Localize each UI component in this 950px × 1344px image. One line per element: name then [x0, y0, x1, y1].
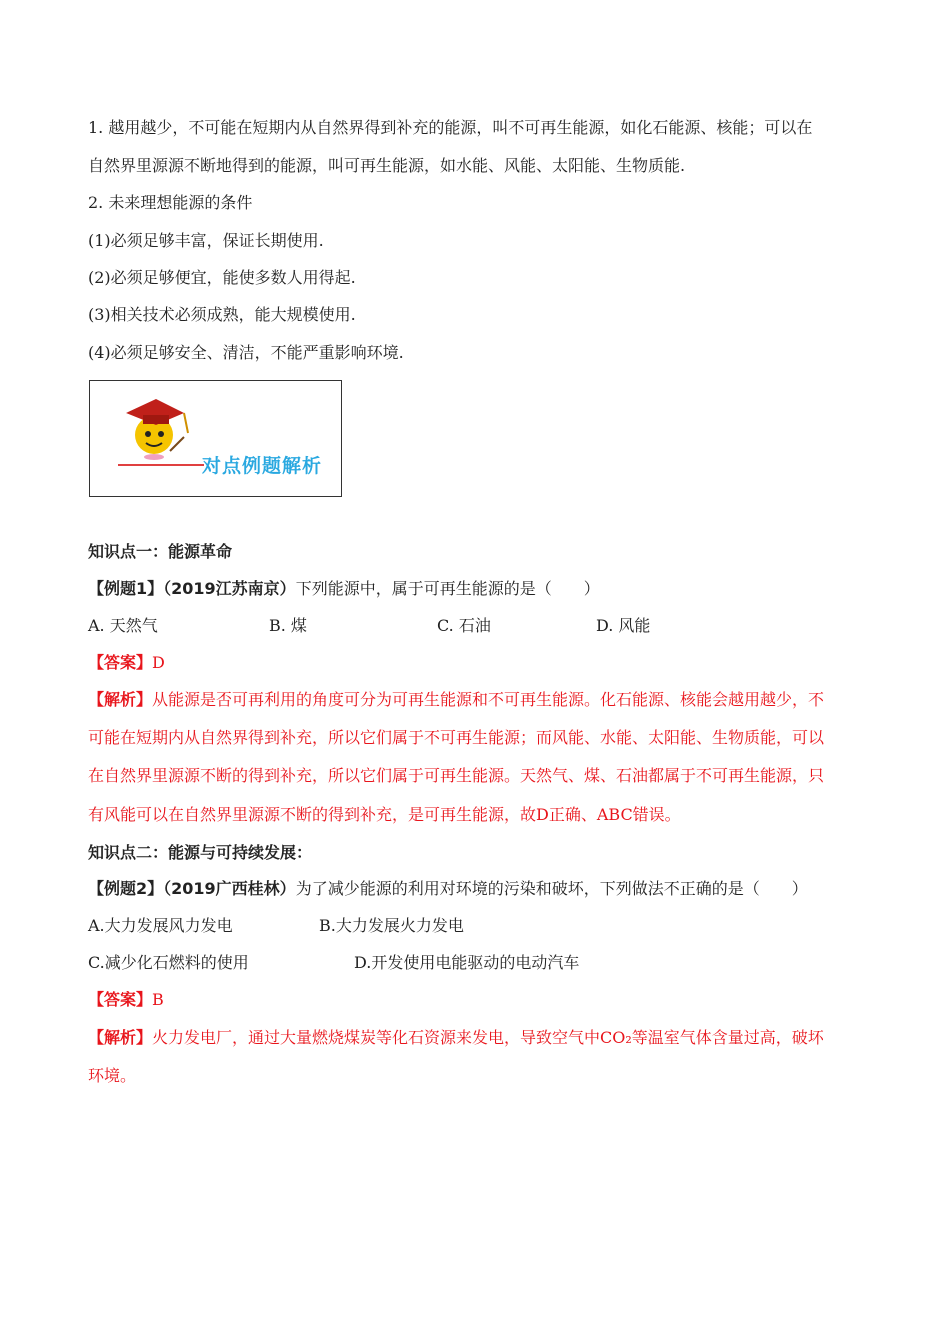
example-2-analysis-text-1: 火力发电厂，通过大量燃烧煤炭等化石资源来发电，导致空气中CO₂等温室气体含量过高，破坏 [152, 1028, 824, 1047]
example-2-analysis-line-1 [88, 1027, 824, 1049]
graduate-mascot-icon [112, 389, 202, 469]
condition-2: (2)必须足够便宜，能使多数人用得起. [88, 268, 356, 287]
example-1-answer [88, 652, 165, 674]
example-1-analysis-line-2: 可能在短期内从自然界得到补充，所以它们属于不可再生能源；而风能、水能、太阳能、生物质能，可以 [88, 728, 825, 747]
example-2-answer [88, 989, 164, 1011]
example-1-source: （2019江苏南京） [163, 579, 296, 598]
paragraph-1-line-2: 自然界里源源不断地得到的能源，叫可再生能源，如水能、风能、太阳能、生物质能. [88, 156, 686, 175]
example-1-analysis-line-1 [88, 689, 824, 711]
example-2-source: （2019广西桂林） [163, 879, 296, 898]
condition-1: (1)必须足够丰富，保证长期使用. [88, 231, 324, 250]
example-1-text: 下列能源中，属于可再生能源的是（ ） [295, 579, 600, 598]
example-1-option-c: C. 石油 [437, 616, 491, 635]
example-2-analysis-line-2: 环境。 [88, 1066, 137, 1085]
example-2-option-c: C.减少化石燃料的使用 [88, 953, 249, 972]
example-1-analysis-text-1: 从能源是否可再利用的角度可分为可再生能源和不可再生能源。化石能源、核能会越用越少，不 [152, 690, 825, 709]
example-1-analysis-line-4: 有风能可以在自然界里源源不断的得到补充，是可再生能源，故D正确、ABC错误。 [88, 805, 681, 824]
example-2-analysis-tag: 【解析】 [88, 1028, 153, 1047]
example-2-option-d: D.开发使用电能驱动的电动汽车 [354, 953, 580, 972]
example-1-option-d: D. 风能 [596, 616, 651, 635]
example-2-tag: 【例题2】 [88, 879, 164, 898]
example-2-text: 为了减少能源的利用对环境的污染和破坏，下列做法不正确的是（ ） [295, 879, 808, 898]
example-2-answer-tag: 【答案】 [88, 990, 153, 1009]
example-1-analysis-line-3: 在自然界里源源不断的得到补充，所以它们属于可再生能源。天然气、煤、石油都属于不可再生能源，只 [88, 766, 825, 785]
paragraph-1-line-1: 1. 越用越少，不可能在短期内从自然界得到补充的能源，叫不可再生能源，如化石能源、核能；可以在 [88, 118, 813, 137]
condition-3: (3)相关技术必须成熟，能大规模使用. [88, 305, 356, 324]
banner-rule [118, 464, 204, 466]
example-1-tag: 【例题1】 [88, 579, 164, 598]
section-banner [89, 380, 342, 497]
knowledge-point-1-heading: 知识点一：能源革命 [88, 542, 233, 561]
knowledge-point-2-heading: 知识点二：能源与可持续发展： [88, 843, 313, 862]
banner-title: 对点例题解析 [202, 455, 323, 477]
example-2-question [88, 878, 808, 900]
example-2-option-b: B.大力发展火力发电 [319, 916, 464, 935]
example-1-question [88, 578, 600, 600]
example-1-analysis-tag: 【解析】 [88, 690, 153, 709]
example-2-option-a: A.大力发展风力发电 [88, 916, 233, 935]
example-1-option-b: B. 煤 [269, 616, 307, 635]
paragraph-2-heading: 2. 未来理想能源的条件 [88, 193, 253, 212]
example-2-answer-value: B [152, 990, 164, 1009]
example-1-answer-value: D [152, 653, 165, 672]
condition-4: (4)必须足够安全、清洁，不能严重影响环境. [88, 343, 404, 362]
example-1-option-a: A. 天然气 [88, 616, 158, 635]
example-1-answer-tag: 【答案】 [88, 653, 153, 672]
